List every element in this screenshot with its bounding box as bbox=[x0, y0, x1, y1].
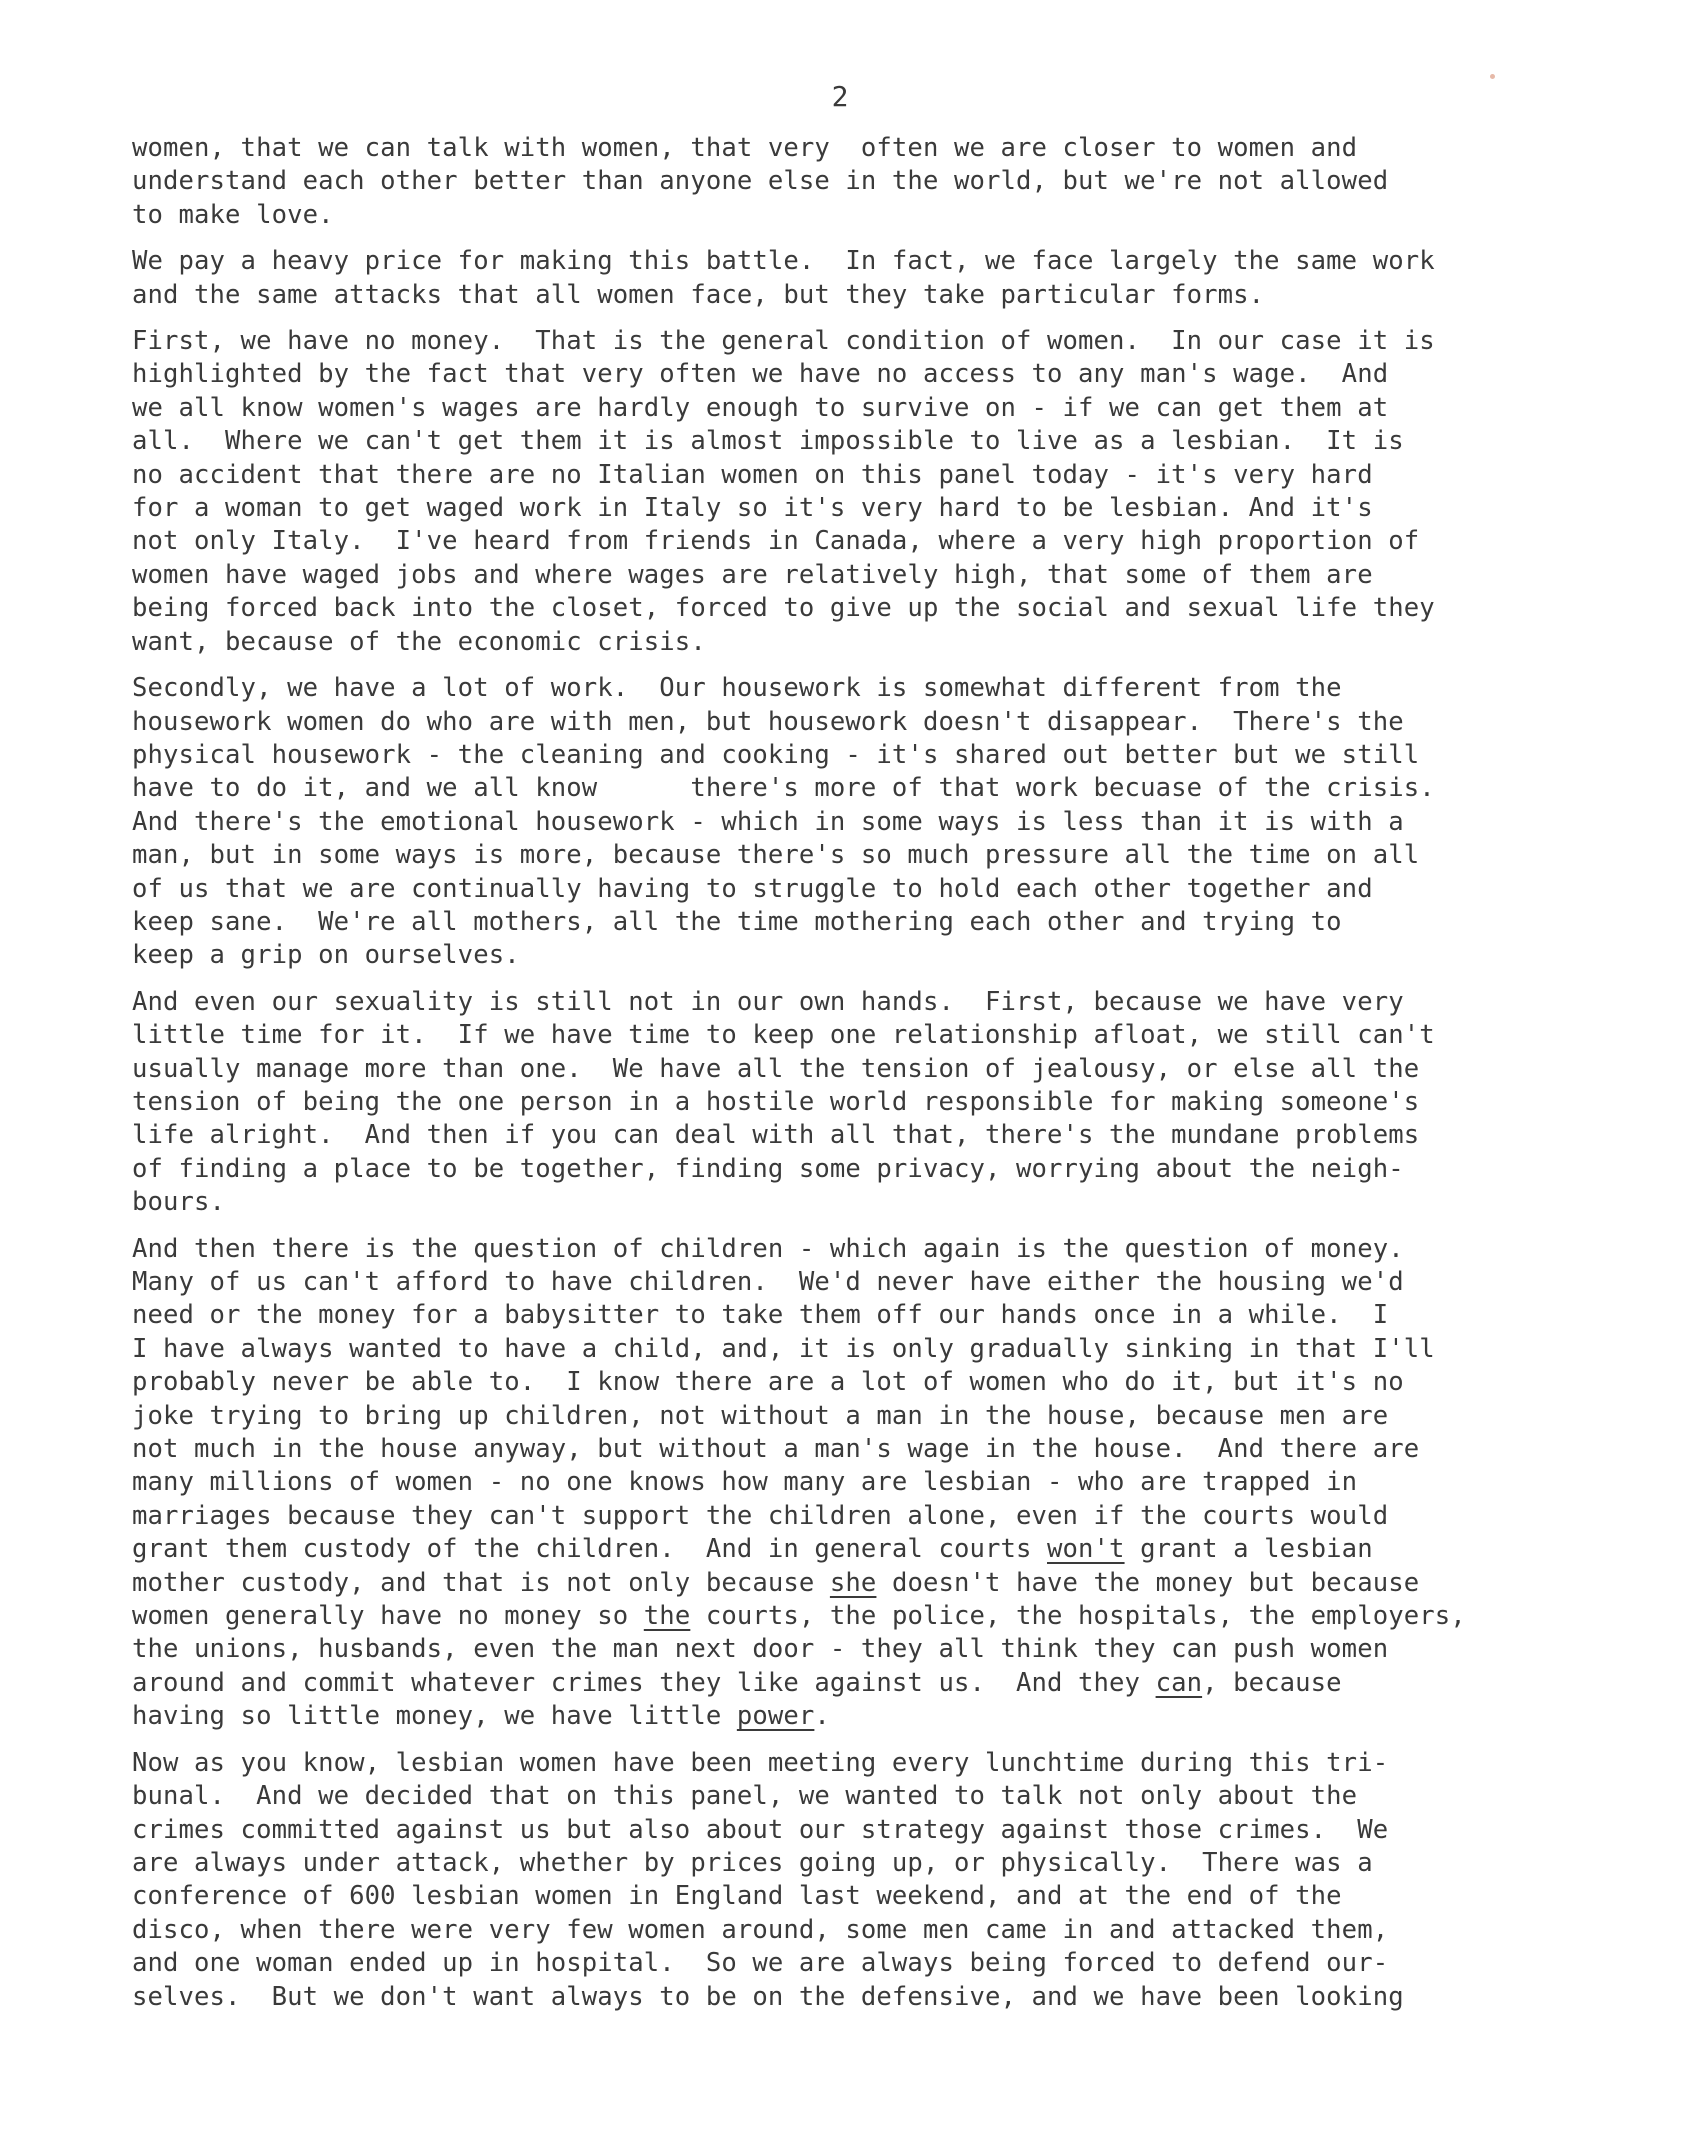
text-line: keep sane. We're all mothers, all the time mothering each other and trying to bbox=[132, 906, 1342, 937]
text-line: mother custody, and that is not only because she doesn't have the money but because bbox=[132, 1567, 1420, 1598]
paragraph bbox=[132, 132, 1582, 232]
text-line: I have always wanted to have a child, and, it is only gradually sinking in that I'll bbox=[132, 1333, 1435, 1364]
text-line: man, but in some ways is more, because there's so much pressure all the time on all bbox=[132, 840, 1420, 871]
text-line: and the same attacks that all women face, but they take particular forms. bbox=[132, 279, 1265, 310]
text-line: we all know women's wages are hardly enough to survive on - if we can get them at bbox=[132, 392, 1389, 423]
text-line: bunal. And we decided that on this panel, we wanted to talk not only about the bbox=[132, 1781, 1358, 1812]
text-line: being forced back into the closet, forced to give up the social and sexual life they bbox=[132, 593, 1435, 624]
text-line: all. Where we can't get them it is almost impossible to live as a lesbian. It is bbox=[132, 426, 1404, 457]
text-line: for a woman to get waged work in Italy so it's very hard to be lesbian. And it's bbox=[132, 493, 1373, 524]
text-line: probably never be able to. I know there are a lot of women who do it, but it's no bbox=[132, 1367, 1404, 1398]
paragraph bbox=[132, 245, 1582, 312]
text-line: to make love. bbox=[132, 199, 334, 230]
text-line: disco, when there were very few women around, some men came in and attacked them, bbox=[132, 1914, 1389, 1945]
text-line: grant them custody of the children. And in general courts won't grant a lesbian bbox=[132, 1534, 1373, 1565]
text-line: around and commit whatever crimes they like against us. And they can, because bbox=[132, 1667, 1342, 1698]
text-line: And even our sexuality is still not in our own hands. First, because we have very bbox=[132, 986, 1404, 1017]
text-line: highlighted by the fact that very often we have no access to any man's wage. And bbox=[132, 359, 1389, 390]
text-line: many millions of women - no one knows how many are lesbian - who are trapped in bbox=[132, 1467, 1358, 1498]
text-line: not only Italy. I've heard from friends in Canada, where a very high proportion of bbox=[132, 526, 1420, 557]
text-line: keep a grip on ourselves. bbox=[132, 940, 520, 971]
text-line: Now as you know, lesbian women have been meeting every lunchtime during this tri- bbox=[132, 1747, 1389, 1778]
text-line: First, we have no money. That is the general condition of women. In our case it is bbox=[132, 326, 1435, 357]
text-line: having so little money, we have little power. bbox=[132, 1701, 830, 1732]
paragraph bbox=[132, 672, 1582, 973]
text-line: And there's the emotional housework - which in some ways is less than it is with a bbox=[132, 806, 1404, 837]
paragraph bbox=[132, 1747, 1582, 2014]
text-line: of us that we are continually having to struggle to hold each other together and bbox=[132, 873, 1373, 904]
paragraph bbox=[132, 986, 1582, 1220]
text-line: joke trying to bring up children, not without a man in the house, because men are bbox=[132, 1400, 1389, 1431]
text-line: bours. bbox=[132, 1187, 226, 1218]
text-line: not much in the house anyway, but without a man's wage in the house. And there are bbox=[132, 1434, 1420, 1465]
body-text bbox=[132, 132, 1582, 2027]
text-line: the unions, husbands, even the man next door - they all think they can push women bbox=[132, 1634, 1389, 1665]
margin-mark bbox=[1490, 74, 1495, 79]
text-line: little time for it. If we have time to keep one relationship afloat, we still can't bbox=[132, 1020, 1435, 1051]
text-line: usually manage more than one. We have all the tension of jealousy, or else all the bbox=[132, 1053, 1420, 1084]
text-line: women, that we can talk with women, that very often we are closer to women and bbox=[132, 133, 1358, 163]
paragraph bbox=[132, 1233, 1582, 1734]
page-number: 2 bbox=[831, 80, 849, 113]
text-line: of finding a place to be together, finding some privacy, worrying about the neigh- bbox=[132, 1153, 1404, 1184]
text-line: women generally have no money so the courts, the police, the hospitals, the employers, bbox=[132, 1601, 1466, 1632]
paragraph bbox=[132, 325, 1582, 659]
text-line: want, because of the economic crisis. bbox=[132, 626, 706, 657]
text-line: need or the money for a babysitter to take them off our hands once in a while. I bbox=[132, 1300, 1389, 1331]
text-line: have to do it, and we all know there's more of that work becuase of the crisis. bbox=[132, 773, 1435, 804]
text-line: selves. But we don't want always to be on the defensive, and we have been looking bbox=[132, 1981, 1404, 2012]
text-line: conference of 600 lesbian women in England last weekend, and at the end of the bbox=[132, 1881, 1342, 1912]
text-line: physical housework - the cleaning and cooking - it's shared out better but we still bbox=[132, 739, 1420, 770]
text-line: life alright. And then if you can deal with all that, there's the mundane problems bbox=[132, 1120, 1420, 1151]
text-line: understand each other better than anyone else in the world, but we're not allowed bbox=[132, 166, 1389, 197]
text-line: no accident that there are no Italian women on this panel today - it's very hard bbox=[132, 459, 1373, 490]
text-line: Many of us can't afford to have children. We'd never have either the housing we'd bbox=[132, 1267, 1404, 1297]
text-line: housework women do who are with men, but housework doesn't disappear. There's the bbox=[132, 706, 1404, 737]
text-line: marriages because they can't support the children alone, even if the courts would bbox=[132, 1500, 1389, 1531]
text-line: And then there is the question of children - which again is the question of money. bbox=[132, 1233, 1404, 1264]
text-line: crimes committed against us but also about our strategy against those crimes. We bbox=[132, 1814, 1389, 1845]
text-line: tension of being the one person in a hostile world responsible for making someone's bbox=[132, 1086, 1420, 1117]
text-line: Secondly, we have a lot of work. Our housework is somewhat different from the bbox=[132, 673, 1342, 704]
text-line: and one woman ended up in hospital. So we are always being forced to defend our- bbox=[132, 1948, 1389, 1979]
text-line: women have waged jobs and where wages are relatively high, that some of them are bbox=[132, 559, 1373, 590]
text-line: are always under attack, whether by prices going up, or physically. There was a bbox=[132, 1847, 1373, 1878]
text-line: We pay a heavy price for making this battle. In fact, we face largely the same work bbox=[132, 246, 1435, 277]
